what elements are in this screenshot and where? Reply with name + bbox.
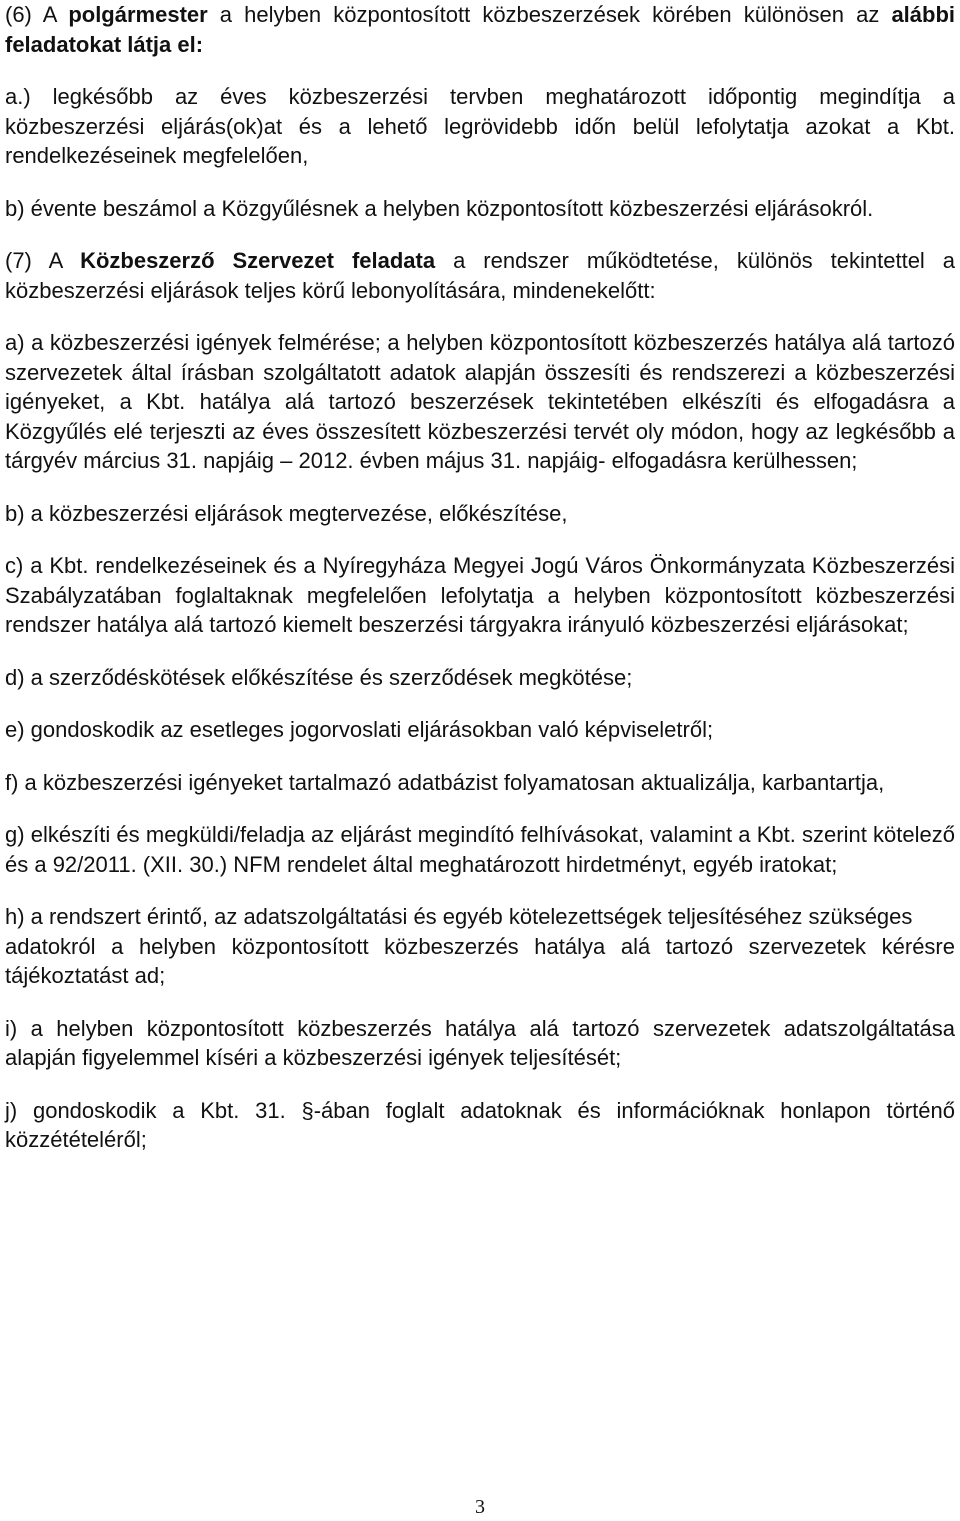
section-6-intro: (6) A polgármester a helyben központosított közbeszerzések körében különösen az alábbi feladatokat látja el: [5, 2, 956, 57]
page-number: 3 [475, 1496, 485, 1518]
section-7-item-d: d) a szerződéskötések előkészítése és szerződések megkötése; [5, 664, 633, 690]
section-6-item-b: b) évente beszámol a Közgyűlésnek a helyben központosított közbeszerzési eljárásokról. [5, 195, 874, 221]
section-7-item-h-line2: adatokról a helyben központosított közbeszerzés hatálya alá tartozó szervezetek kérésre tájékoztatást ad; [5, 933, 955, 988]
section-7-item-a: a) a közbeszerzési igények felmérése; a helyben központosított közbeszerzés hatálya alá tartozó szervezetek által írásban szolgáltatott adatok alapján összesíti és rendszerezi a közbeszerzési igényeket, a Kbt. hatálya alá tartozó beszerzések tekintetében elkészíti és elfogadásra a Közgyűlés elé terjeszti az éves összesített közbeszerzési tervét oly módon, hogy az legkésőbb a tárgyév március 31. napjáig – 2012. évben május 31. napjáig- elfogadásra kerülhessen; [5, 330, 955, 473]
section-7-item-g: g) elkészíti és megküldi/feladja az eljárást megindító felhívásokat, valamint a Kbt. szerint kötelező és a 92/2011. (XII. 30.) NFM rendelet által meghatározott hirdetményt, egyéb iratokat; [5, 822, 955, 877]
section-7-item-i: i) a helyben központosított közbeszerzés hatálya alá tartozó szervezetek adatszolgáltatása alapján figyelemmel kíséri a közbeszerzési igények teljesítését; [5, 1015, 955, 1070]
section-7-intro: (7) A Közbeszerző Szervezet feladata a rendszer működtetése, különös tekintettel a közbeszerzési eljárások teljes körű lebonyolítására, mindenekelőtt: [5, 248, 956, 303]
section-7-item-e: e) gondoskodik az esetleges jogorvoslati eljárásokban való képviseletről; [5, 717, 714, 742]
section-7-bold-subject: Közbeszerző Szervezet feladata [80, 248, 436, 273]
section-6-item-a: a.) legkésőbb az éves közbeszerzési tervben meghatározott időpontig megindítja a közbeszerzési eljárás(ok)at és a lehető legrövidebb időn belül lefolytatja azokat a Kbt. rendelkezéseinek megfelelően, [5, 84, 955, 168]
section-7-item-f: f) a közbeszerzési igényeket tartalmazó adatbázist folyamatosan aktualizálja, karbantartja, [5, 769, 885, 795]
section-6-bold-subject: polgármester [68, 2, 208, 27]
section-6-bold-tail: alábbi feladatokat látja el: [5, 2, 956, 57]
document-page [5, 0, 955, 1178]
section-7-item-c: c) a Kbt. rendelkezéseinek és a Nyíregyháza Megyei Jogú Város Önkormányzata Közbeszerzési Szabályzatában foglaltaknak megfelelően lefolytatja a helyben központosított közbeszerzési rendszer hatálya alá tartozó kiemelt beszerzési tárgyakra irányuló közbeszerzési eljárásokat; [5, 553, 955, 637]
section-7-item-j: j) gondoskodik a Kbt. 31. §-ában foglalt adatoknak és információknak honlapon történő közzétételéről; [5, 1097, 955, 1152]
section-7-item-h-line1: h) a rendszert érintő, az adatszolgáltatási és egyéb kötelezettségek teljesítéséhez szükséges [5, 904, 913, 929]
section-7-item-b: b) a közbeszerzési eljárások megtervezése, előkészítése, [5, 500, 568, 526]
